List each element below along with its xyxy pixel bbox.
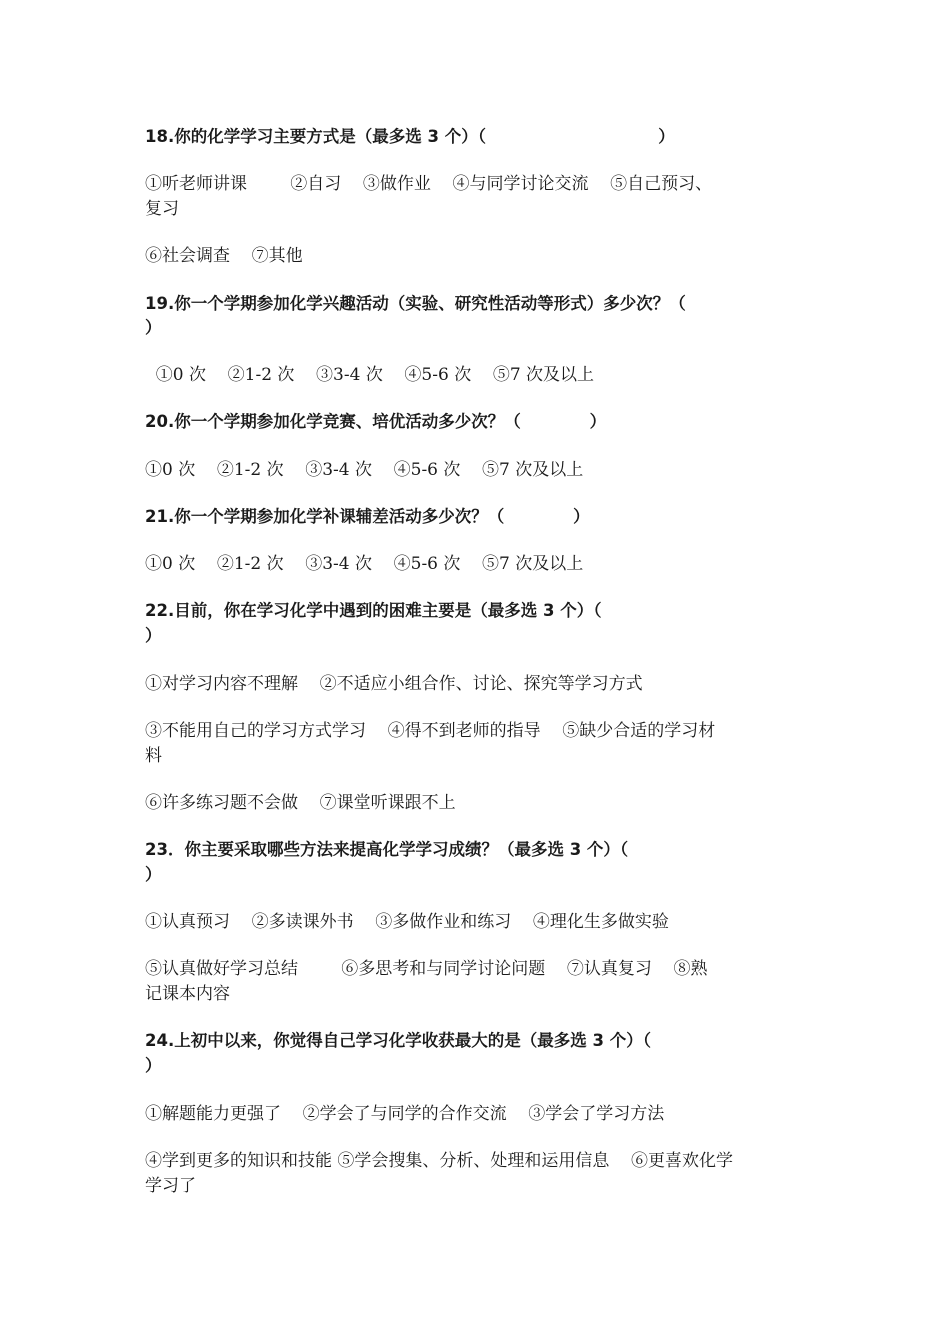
- question-19-options: ①0 次 ②1-2 次 ③3-4 次 ④5-6 次 ⑤7 次及以上: [145, 365, 595, 385]
- question-24-title: 24.上初中以来，你觉得自己学习化学收获最大的是（最多选 3 个）（: [145, 1031, 651, 1050]
- question-22-options-line-4: ⑥许多练习题不会做 ⑦课堂听课跟不上: [145, 793, 456, 813]
- question-22-title-cont: ）: [145, 626, 162, 645]
- question-22-title: 22.目前，你在学习化学中遇到的困难主要是（最多选 3 个）（: [145, 601, 602, 620]
- question-20-options: ①0 次 ②1-2 次 ③3-4 次 ④5-6 次 ⑤7 次及以上: [145, 460, 584, 480]
- question-24-options-line-2: ④学到更多的知识和技能 ⑤学会搜集、分析、处理和运用信息 ⑥更喜欢化学: [145, 1151, 734, 1171]
- question-23-options-line-2: ⑤认真做好学习总结 ⑥多思考和与同学讨论问题 ⑦认真复习 ⑧熟: [145, 959, 708, 979]
- question-23-title-cont: ）: [145, 865, 162, 884]
- question-22-options-line-1: ①对学习内容不理解 ②不适应小组合作、讨论、探究等学习方式: [145, 674, 643, 694]
- question-23-options-line-3: 记课本内容: [145, 984, 230, 1004]
- question-21-options: ①0 次 ②1-2 次 ③3-4 次 ④5-6 次 ⑤7 次及以上: [145, 554, 584, 574]
- question-18-options-line-2: 复习: [145, 199, 179, 219]
- question-19-title: 19.你一个学期参加化学兴趣活动（实验、研究性活动等形式）多少次？（: [145, 294, 686, 313]
- question-24-options-line-3: 学习了: [145, 1176, 196, 1196]
- question-24-title-cont: ）: [145, 1056, 162, 1075]
- question-19-title-cont: ）: [145, 318, 162, 337]
- question-18-options-line-1: ①听老师讲课 ②自习 ③做作业 ④与同学讨论交流 ⑤自己预习、: [145, 174, 713, 194]
- question-18-options-line-3: ⑥社会调查 ⑦其他: [145, 246, 303, 266]
- question-23-title: 23．你主要采取哪些方法来提高化学学习成绩？（最多选 3 个）（: [145, 840, 629, 859]
- question-23-options-line-1: ①认真预习 ②多读课外书 ③多做作业和练习 ④理化生多做实验: [145, 912, 669, 932]
- question-21-title: 21.你一个学期参加化学补课辅差活动多少次？（ ）: [145, 507, 590, 526]
- question-20-title: 20.你一个学期参加化学竞赛、培优活动多少次？（ ）: [145, 412, 607, 431]
- question-22-options-line-2: ③不能用自己的学习方式学习 ④得不到老师的指导 ⑤缺少合适的学习材: [145, 721, 716, 741]
- question-22-options-line-3: 料: [145, 746, 162, 766]
- question-18-title: 18.你的化学学习主要方式是（最多选 3 个）（ ）: [145, 127, 675, 146]
- question-24-options-line-1: ①解题能力更强了 ②学会了与同学的合作交流 ③学会了学习方法: [145, 1104, 665, 1124]
